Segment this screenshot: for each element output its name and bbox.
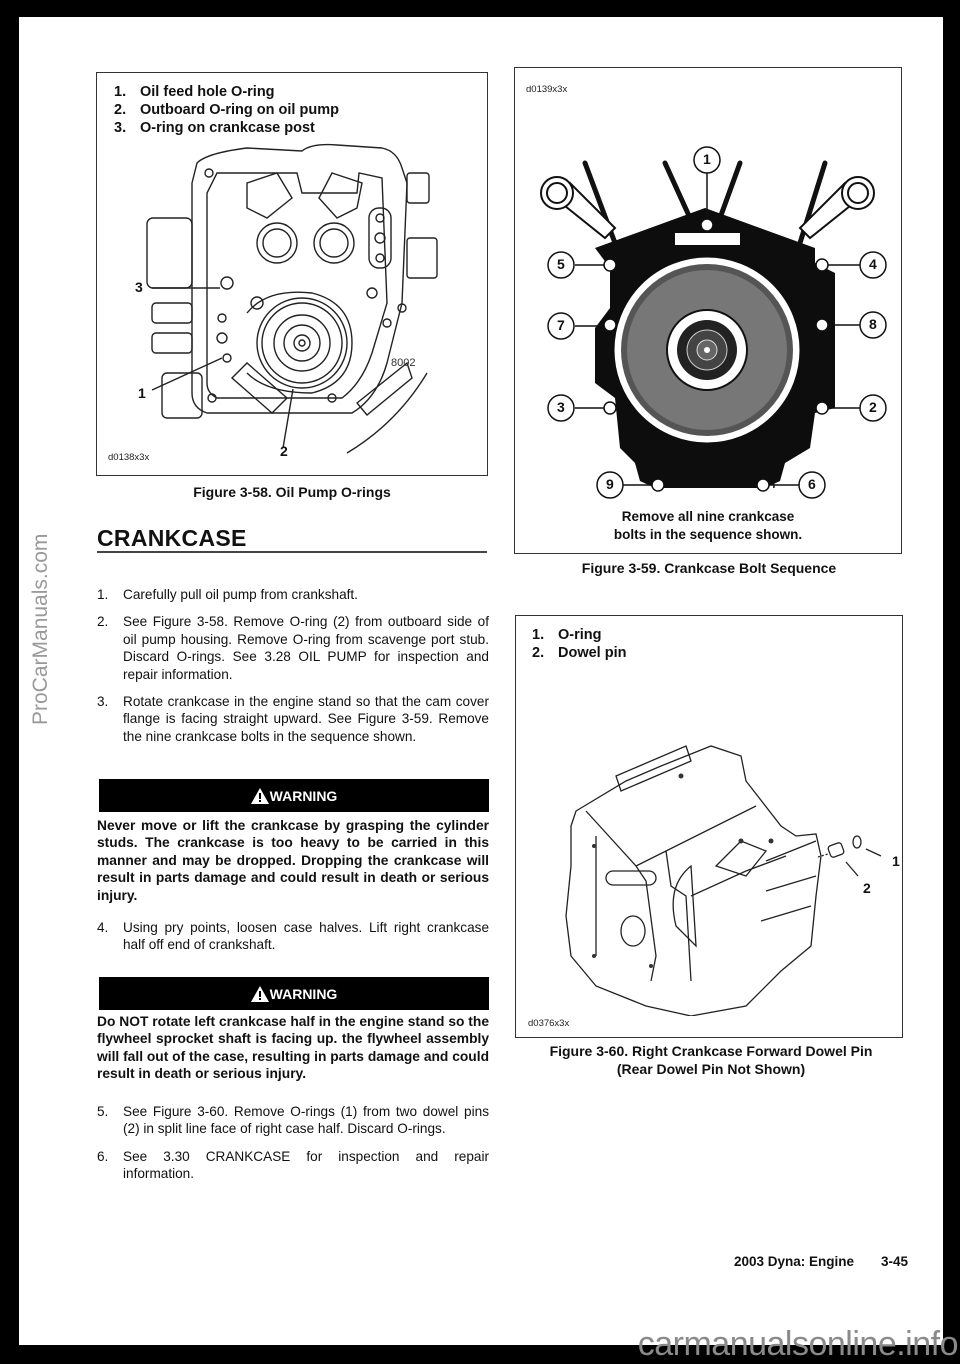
figure-3-58-legend — [114, 83, 339, 137]
section-divider — [97, 551, 487, 553]
bolt-callout-1: 1 — [703, 151, 711, 167]
oil-pump-cam-cover-drawing — [97, 143, 487, 473]
figure-3-59-note: Remove all nine crankcase bolts in the sequence shown. — [613, 509, 803, 542]
warning-banner: WARNING — [99, 977, 489, 1010]
figure-3-60-legend — [532, 626, 626, 662]
procedure-step: 6. See 3.30 CRANKCASE for inspection and repair information. — [97, 1148, 489, 1182]
legend-item: 1. O-ring — [532, 627, 602, 643]
bolt-callout-7: 7 — [557, 317, 565, 333]
bolt-callout-3: 3 — [557, 399, 565, 415]
bottom-watermark: carmanualsonline.info — [637, 1325, 958, 1363]
footer-page-number: 3-45 — [881, 1254, 909, 1269]
procedure-step: 5. See Figure 3-60. Remove O-rings (1) from two dowel pins (2) in split line face of right case half. Discard O-rings. — [97, 1104, 489, 1137]
bolt-callout-8: 8 — [869, 316, 877, 332]
warning-triangle-icon — [251, 788, 269, 804]
procedure-steps-b — [97, 919, 489, 964]
callout-1: 1 — [138, 385, 146, 401]
bolt-callout-2: 2 — [869, 399, 877, 415]
figure-3-58-frame — [96, 72, 488, 476]
crankcase-bolt-sequence-drawing — [515, 68, 901, 488]
procedure-step: 4. Using pry points, loosen case halves. Lift right crankcase half off end of crankshaft. — [97, 920, 489, 953]
callout-1: 1 — [892, 853, 900, 869]
warning-triangle-icon — [251, 986, 269, 1002]
figure-3-60-caption: Figure 3-60. Right Crankcase Forward Dowel Pin (Rear Dowel Pin Not Shown) — [549, 1043, 873, 1077]
footer-manual-title: 2003 Dyna: Engine — [734, 1254, 855, 1269]
right-crankcase-drawing — [516, 716, 902, 1016]
drawing-id: d0139x3x — [526, 84, 568, 95]
bolt-callout-4: 4 — [869, 256, 877, 272]
procedure-step: 2. See Figure 3-58. Remove O-ring (2) from outboard side of oil pump housing. Remove O-ring from scavenge port stub. Discard O-rings. See 3.28 OIL PUMP for inspection and repair information. — [97, 614, 489, 682]
bolt-callout-6: 6 — [808, 476, 816, 492]
warning-text: Do NOT rotate left crankcase half in the engine stand so the flywheel sprocket shaft is facing up. the flywheel assembly will fall out of the case, resulting in parts damage and could result in death or serious injury. — [97, 1014, 489, 1082]
figure-3-59-frame — [514, 67, 902, 554]
side-watermark: ProCarManuals.com — [29, 533, 52, 725]
procedure-steps-c — [97, 1103, 489, 1193]
legend-item: 3. O-ring on crankcase post — [114, 120, 315, 136]
crankcase-lower-drawing — [515, 463, 901, 503]
bolt-callout-5: 5 — [557, 256, 565, 272]
warning-banner: WARNING — [99, 779, 489, 812]
figure-3-60-frame — [515, 615, 903, 1038]
warning-text: Never move or lift the crankcase by grasping the cylinder studs. The crankcase is too heavy to be carried in this manner and may be dropped. Dropping the crankcase will result in parts damage and could result in death or serious injury. — [97, 818, 489, 903]
manual-page — [19, 17, 943, 1345]
bolt-callout-9: 9 — [606, 476, 614, 492]
drawing-id: d0138x3x — [108, 452, 150, 463]
callout-2: 2 — [280, 443, 288, 459]
legend-item: 2. Dowel pin — [532, 645, 627, 661]
legend-item: 1. Oil feed hole O-ring — [114, 84, 275, 100]
part-stamp: 8002 — [391, 357, 416, 369]
legend-item: 2. Outboard O-ring on oil pump — [114, 102, 339, 118]
procedure-step: 1. Carefully pull oil pump from crankshaft. — [97, 587, 358, 602]
procedure-step: 3. Rotate crankcase in the engine stand so that the cam cover flange is facing straight upward. See Figure 3-59. Remove the nine crankcase bolts in the sequence shown. — [97, 694, 489, 744]
section-title: CRANKCASE — [97, 525, 247, 551]
drawing-id: d0376x3x — [528, 1018, 570, 1029]
callout-2: 2 — [863, 880, 871, 896]
figure-3-59-caption: Figure 3-59. Crankcase Bolt Sequence — [581, 560, 837, 576]
procedure-steps-a — [97, 586, 489, 755]
figure-3-58-caption: Figure 3-58. Oil Pump O-rings — [193, 484, 391, 500]
callout-3: 3 — [135, 279, 143, 295]
